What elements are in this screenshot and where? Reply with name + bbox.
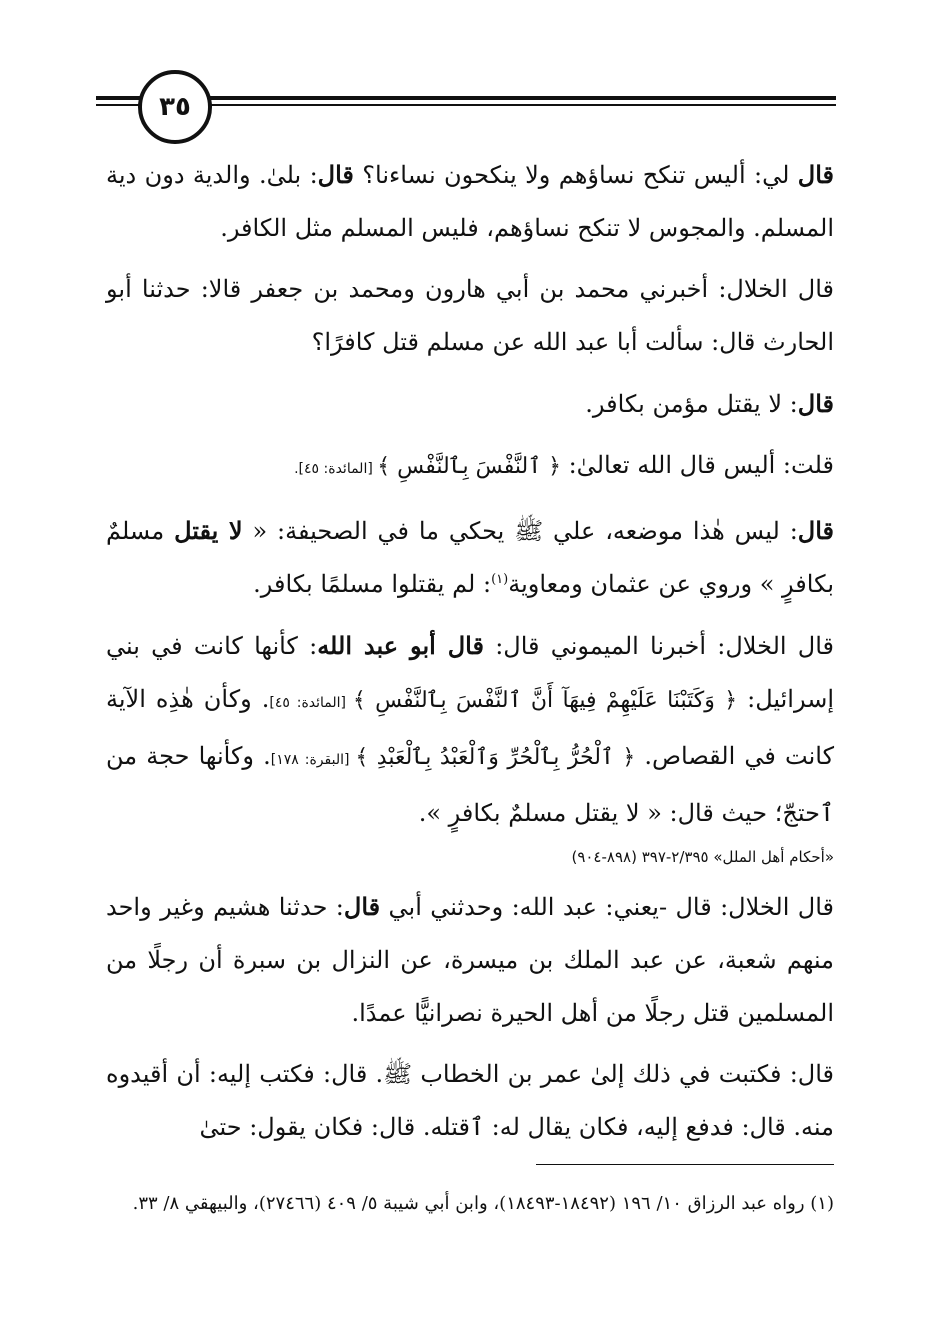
text-run: قال الخلال: أخبرني محمد بن أبي هارون ومحمد بن جعفر قالا: حدثنا أبو الحارث قال: سألت أبا عبد الله عن مسلم قتل كافرًا؟ [106, 275, 834, 356]
text-run: : كأنها كانت في بني إسرائيل: [106, 632, 834, 713]
source-citation [106, 845, 834, 869]
bold-label: قال [797, 389, 834, 418]
paragraph-3 [106, 377, 834, 431]
text-run: . وكأن هٰذِه الآية كانت في القصاص. [106, 685, 834, 770]
bold-label: قال [317, 160, 354, 189]
footnote [106, 1184, 834, 1224]
quran-reference: [المائدة: ٤٥] [269, 695, 353, 711]
text-run: قال الخلال: قال -يعني: عبد الله: وحدثني أبي [380, 893, 834, 921]
paragraph-8 [106, 1048, 834, 1154]
body-text-top [106, 148, 834, 848]
text-run: . وكأنها حجة من ٱحتجّ؛ حيث قال: « لا يقتل مسلمٌ بكافرٍ ». [106, 742, 834, 827]
page-number-text: ٣٥ [159, 92, 191, 122]
footnote-marker[interactable]: (١) [491, 572, 509, 587]
text-run: مسلمٌ بكافرٍ » وروي عن عثمان ومعاوية [106, 517, 834, 598]
quran-quote: ﴿ ٱلْحُرُّ بِٱلْحُرِّ وَٱلْعَبْدُ بِٱلْعَبْدِ ﴾ [355, 745, 636, 770]
paragraph-2 [106, 263, 834, 369]
bold-label: قال أبو عبد الله [317, 631, 484, 660]
footnote-separator [536, 1164, 834, 1165]
quran-reference: [البقرة: ١٧٨] [270, 752, 356, 768]
paragraph-7 [106, 880, 834, 1040]
paragraph-6 [106, 619, 834, 840]
text-run: : لم يقتلوا مسلمًا بكافر. [253, 570, 492, 598]
footnote-text: (١) رواه عبد الرزاق ١٠/ ١٩٦ (١٨٤٩٢-١٨٤٩٣)، وابن أبي شيبة ٥/ ٤٠٩ (٢٧٤٦٦)، والبيهقي ٨/ ٣٣. [132, 1193, 834, 1214]
paragraph-1 [106, 148, 834, 255]
quran-reference: [المائدة: ٤٥]. [294, 461, 378, 477]
page-number [138, 70, 212, 144]
text-run: : بلىٰ. والدية دون دية المسلم. والمجوس لا تنكح نساؤهم، فليس المسلم مثل الكافر. [106, 161, 834, 242]
body-text-bottom [106, 880, 834, 1162]
bold-label: قال [343, 892, 381, 921]
text-run: : حدثنا هشيم وغير واحد منهم شعبة، عن عبد الملك بن ميسرة، عن النزال بن سبرة أن رجلًا من المسلمين قتل رجلًا من أهل الحيرة نصرانيًّا عمدًا. [106, 893, 834, 1027]
paragraph-5 [106, 504, 834, 611]
quran-quote: ﴿ ٱلنَّفْسَ بِٱلنَّفْسِ ﴾ [377, 454, 561, 479]
bold-label: قال [797, 516, 835, 545]
text-run: قال: فكتبت في ذلك إلىٰ عمر بن الخطاب ﷺ. قال: فكتب إليه: أن أقيدوه منه. قال: فدفع إليه، فكان يقال له: ٱقتله. قال: فكان يقول: حتىٰ [106, 1060, 834, 1141]
paragraph-4 [106, 439, 834, 496]
text-run: : لا يقتل مؤمن بكافر. [585, 390, 798, 418]
text-run: : ليس هٰذا موضعه، علي ﷺ يحكي ما في الصحيفة: « [242, 517, 798, 545]
bold-hadith: لا يقتل [174, 516, 243, 545]
text-run: قلت: أليس قال الله تعالىٰ: [560, 451, 834, 479]
quran-quote: ﴿ وَكَتَبْنَا عَلَيْهِمْ فِيهَآ أَنَّ ٱلنَّفْسَ بِٱلنَّفْسِ ﴾ [352, 688, 738, 713]
source-text: «أحكام أهل الملل» ٢/٣٩٥-٣٩٧ (٨٩٨-٩٠٤) [571, 848, 834, 866]
text-run: لي: أليس تنكح نساؤهم ولا ينكحون نساءنا؟ [353, 161, 798, 189]
text-run: قال الخلال: أخبرنا الميموني قال: [483, 632, 835, 660]
bold-label: قال [797, 160, 834, 189]
